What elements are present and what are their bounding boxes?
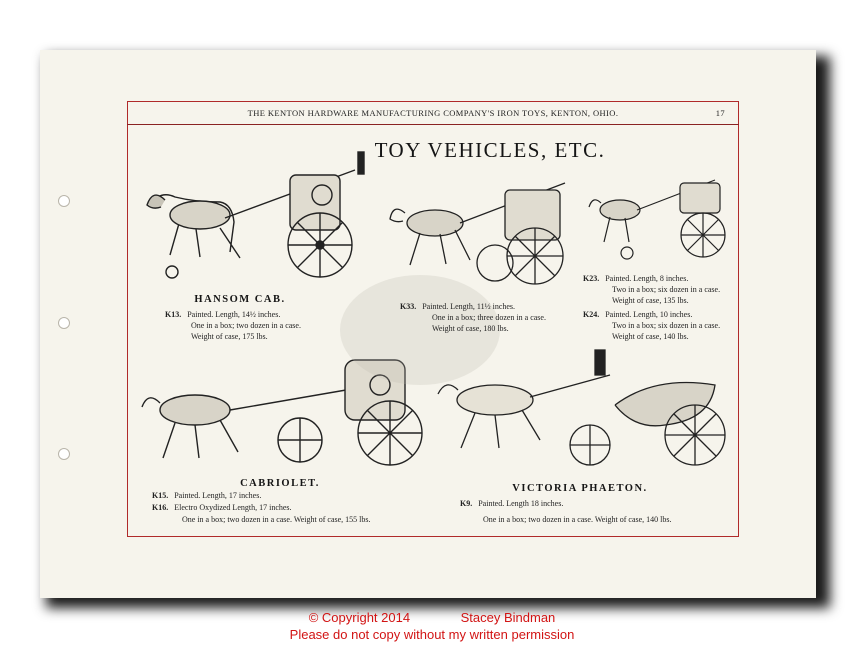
spec-line: Two in a box; six dozen in a case. (612, 321, 721, 330)
spec-line: K9. Painted. Length 18 inches. (460, 499, 564, 508)
page-header (127, 104, 739, 125)
page-title: TOY VEHICLES, ETC. (374, 138, 606, 162)
spec-line: K15. Painted. Length, 17 inches. (152, 491, 262, 500)
spec-line: K16. Electro Oxydized Length, 17 inches. (152, 503, 292, 512)
permission-notice: Please do not copy without my written permission (289, 627, 575, 642)
spec-line: K33. Painted. Length, 11½ inches. (400, 302, 516, 311)
spec-line: Weight of case, 175 lbs. (191, 332, 268, 341)
spec-line: One in a box; two dozen in a case. Weight of case, 155 lbs. (182, 515, 371, 524)
spec-line: Weight of case, 140 lbs. (612, 332, 689, 341)
spec-line: K23. Painted. Length, 8 inches. (583, 274, 689, 283)
caption-cabriolet: CABRIOLET. (240, 478, 320, 489)
header-text: THE KENTON HARDWARE MANUFACTURING COMPANY'S IRON TOYS, KENTON, OHIO. (247, 108, 619, 118)
spec-line: K13. Painted. Length, 14½ inches. (165, 310, 281, 319)
carriage-k23-illustration (585, 165, 730, 265)
caption-victoria-phaeton: VICTORIA PHAETON. (512, 483, 648, 494)
caption-hansom-cab: HANSOM CAB. (194, 294, 286, 305)
spec-line: One in a box; two dozen in a case. (191, 321, 301, 330)
spec-line: One in a box; two dozen in a case. Weight of case, 140 lbs. (483, 515, 672, 524)
page-number: 17 (715, 108, 725, 118)
spec-line: Two in a box; six dozen in a case. (612, 285, 721, 294)
spec-line: K24. Painted. Length, 10 inches. (583, 310, 693, 319)
binder-hole (58, 448, 70, 460)
binder-hole (58, 317, 70, 329)
copyright-notice: © Copyright 2014 Stacey Bindman (308, 610, 556, 625)
spec-line: One in a box; three dozen in a case. (432, 313, 546, 322)
spec-line: Weight of case, 180 lbs. (432, 324, 509, 333)
binder-hole (58, 195, 70, 207)
spec-line: Weight of case, 135 lbs. (612, 296, 689, 305)
